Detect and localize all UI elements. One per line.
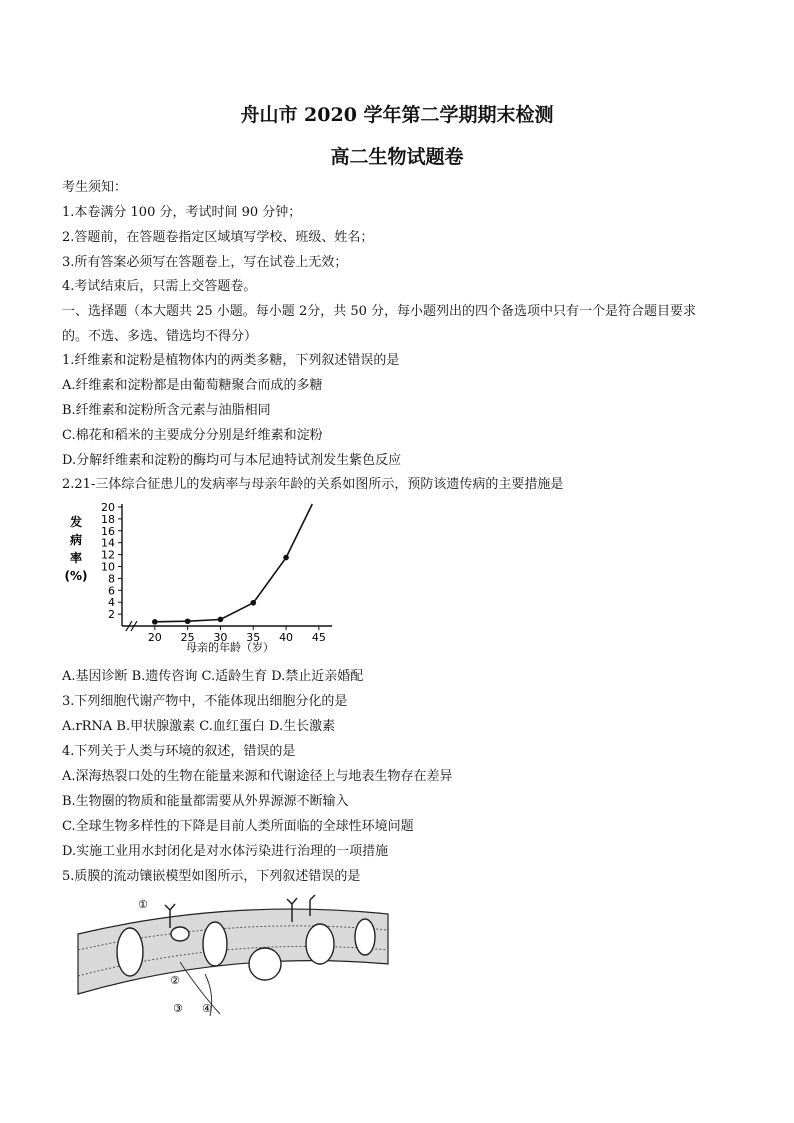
question-3-options: A.rRNA B.甲状腺激素 C.血红蛋白 D.生长激素 <box>62 719 336 734</box>
chart-xlabel: 母亲的年龄（岁） <box>186 641 274 654</box>
notice-item: 3.所有答案必须写在答题卷上，写在试卷上无效； <box>62 255 348 270</box>
question-1-option-b: B.纤维素和淀粉所含元素与油脂相同 <box>62 403 271 418</box>
figure-label-3: ③ <box>173 1002 183 1015</box>
data-point <box>152 619 158 625</box>
y-axis-label-char: (%) <box>64 569 88 583</box>
x-tick-label: 25 <box>180 631 195 644</box>
data-point <box>218 617 224 623</box>
x-tick-label: 45 <box>311 631 326 644</box>
x-tick-label: 30 <box>213 631 228 644</box>
y-tick-label: 2 <box>108 608 115 622</box>
y-axis-label-char: 发 <box>69 515 83 529</box>
page-title: 舟山市 2020 学年第二学期期末检测 <box>240 104 554 126</box>
series-line <box>155 504 312 622</box>
membrane-figure <box>70 892 400 1020</box>
y-tick-label: 10 <box>101 560 115 574</box>
question-3-stem: 3.下列细胞代谢产物中，不能体现出细胞分化的是 <box>62 694 348 709</box>
question-5-stem: 5.质膜的流动镶嵌模型如图所示，下列叙述错误的是 <box>62 869 361 884</box>
notice-item: 4.考试结束后，只需上交答题卷。 <box>62 279 257 294</box>
chart-ylabel <box>65 514 88 583</box>
figure-label-1: ① <box>138 898 148 911</box>
y-tick-label: 20 <box>101 500 115 514</box>
y-tick-label: 4 <box>108 596 115 610</box>
page-subtitle: 高二生物试题卷 <box>330 146 464 168</box>
question-4-stem: 4.下列关于人类与环境的叙述，错误的是 <box>62 744 296 759</box>
chart-ticks <box>101 501 326 644</box>
x-tick-label: 40 <box>279 631 294 644</box>
y-tick-label: 12 <box>101 548 115 562</box>
question-1-option-c: C.棉花和稻米的主要成分分别是纤维素和淀粉 <box>62 428 323 443</box>
question-1-option-a: A.纤维素和淀粉都是由葡萄糖聚合而成的多糖 <box>62 378 323 393</box>
figure-label-2: ② <box>170 974 180 987</box>
question-2-stem: 2.21-三体综合征患儿的发病率与母亲年龄的关系如图所示，预防该遗传病的主要措施是 <box>62 477 564 492</box>
figure-label-4: ④ <box>202 1002 212 1015</box>
x-tick-label: 20 <box>147 631 162 644</box>
question-4-option-d: D.实施工业用水封闭化是对水体污染进行治理的一项措施 <box>62 844 389 859</box>
series-points <box>152 555 289 625</box>
data-point <box>283 555 289 561</box>
y-tick-label: 8 <box>108 572 115 586</box>
question-4-option-b: B.生物圈的物质和能量都需要从外界源源不断输入 <box>62 794 349 809</box>
y-tick-label: 18 <box>101 512 115 526</box>
y-tick-label: 16 <box>101 524 115 538</box>
question-4-option-a: A.深海热裂口处的生物在能量来源和代谢途径上与地表生物存在差异 <box>62 769 453 784</box>
y-axis-label-char: 病 <box>69 533 83 547</box>
question-1-stem: 1.纤维素和淀粉是植物体内的两类多糖，下列叙述错误的是 <box>62 353 400 368</box>
section-instructions-cont: 的。不选、多选、错选均不得分） <box>62 329 258 344</box>
data-point <box>250 600 256 606</box>
data-point <box>185 618 191 624</box>
question-4-option-c: C.全球生物多样性的下降是目前人类所面临的全球性环境问题 <box>62 819 414 834</box>
incidence-chart <box>62 496 342 658</box>
chart-axes <box>122 504 332 631</box>
question-1-option-d: D.分解纤维素和淀粉的酶均可与本尼迪特试剂发生紫色反应 <box>62 453 402 468</box>
x-tick-label: 35 <box>246 631 261 644</box>
notice-item: 2.答题前，在答题卷指定区域填写学校、班级、姓名； <box>62 230 374 245</box>
fiber-lines <box>180 962 220 1016</box>
y-tick-label: 14 <box>101 536 115 550</box>
y-axis-label-char: 率 <box>69 551 83 565</box>
question-2-options: A.基因诊断 B.遗传咨询 C.适龄生育 D.禁止近亲婚配 <box>62 669 364 684</box>
notice-heading: 考生须知： <box>62 180 128 195</box>
notice-item: 1.本卷满分 100 分，考试时间 90 分钟； <box>62 205 302 220</box>
section-instructions: 一、选择题（本大题共 25 小题。每小题 2分，共 50 分，每小题列出的四个备选项中只有一个是符合题目要求 <box>62 304 697 319</box>
y-tick-label: 6 <box>108 584 115 598</box>
